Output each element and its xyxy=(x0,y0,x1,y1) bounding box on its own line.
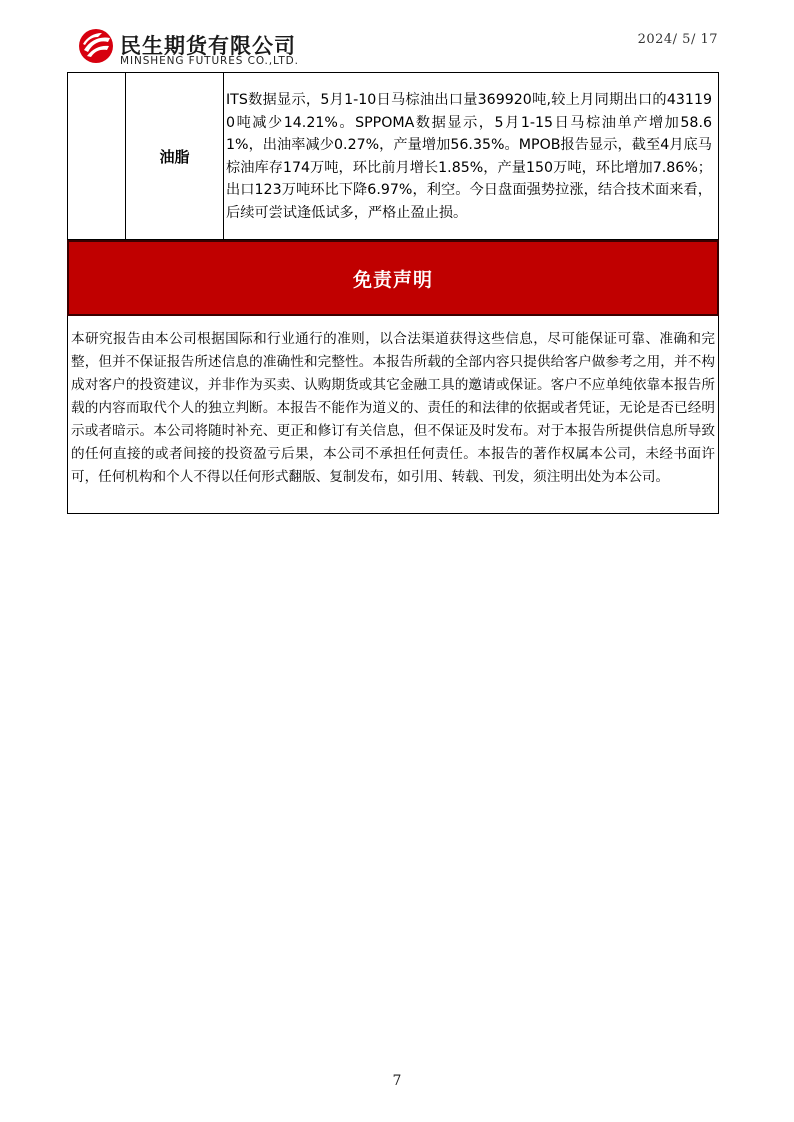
company-name-en: MINSHENG FUTURES CO.,LTD. xyxy=(120,55,299,67)
analysis-cell xyxy=(224,73,718,239)
table-blank-cell xyxy=(68,73,126,239)
report-date: 2024/ 5/ 17 xyxy=(637,32,718,47)
category-cell xyxy=(126,73,224,239)
category-label: 油脂 xyxy=(159,147,190,166)
commodity-table xyxy=(67,72,719,240)
page-number: 7 xyxy=(392,1073,402,1089)
disclaimer-box xyxy=(67,316,719,514)
disclaimer-title: 免责声明 xyxy=(352,268,433,291)
page-header xyxy=(78,28,718,72)
disclaimer-text: 本研究报告由本公司根据国际和行业通行的准则，以合法渠道获得这些信息，尽可能保证可靠、准确和完整，但并不保证报告所述信息的准确性和完整性。本报告所载的全部内容只提供给客户做参考之用，并不构成对客户的投资建议，并非作为买卖、认购期货或其它金融工具的邀请或保证。客户不应单纯依靠本报告所载的内容而取代个人的独立判断。本报告不能作为道义的、责任的和法律的依据或者凭证，无论是否已经明示或者暗示。本公司将随时补充、更正和修订有关信息，但不保证及时发布。对于本报告所提供信息所导致的任何直接的或者间接的投资盈亏后果，本公司不承担任何责任。本报告的著作权属本公司，未经书面许可，任何机构和个人不得以任何形式翻版、复制发布，如引用、转载、刊发，须注明出处为本公司。 xyxy=(71,331,715,485)
disclaimer-banner xyxy=(67,240,719,316)
analysis-text: ITS数据显示，5月1-10日马棕油出口量369920吨,较上月同期出口的431190吨减少14.21%。SPPOMA数据显示，5月1-15日马棕油单产增加58.61%，出油率减少0.27%，产量增加56.35%。MPOB报告显示，截至4月底马棕油库存174万吨，环比前月增长1.85%，产量150万吨，环比增加7.86%；出口123万吨环比下降6.97%，利空。今日盘面强势拉涨，结合技术面来看，后续可尝试逢低试多，严格止盈止损。 xyxy=(226,92,712,221)
minsheng-logo-icon xyxy=(78,28,114,64)
company-name-cn: 民生期货有限公司 xyxy=(120,34,296,58)
